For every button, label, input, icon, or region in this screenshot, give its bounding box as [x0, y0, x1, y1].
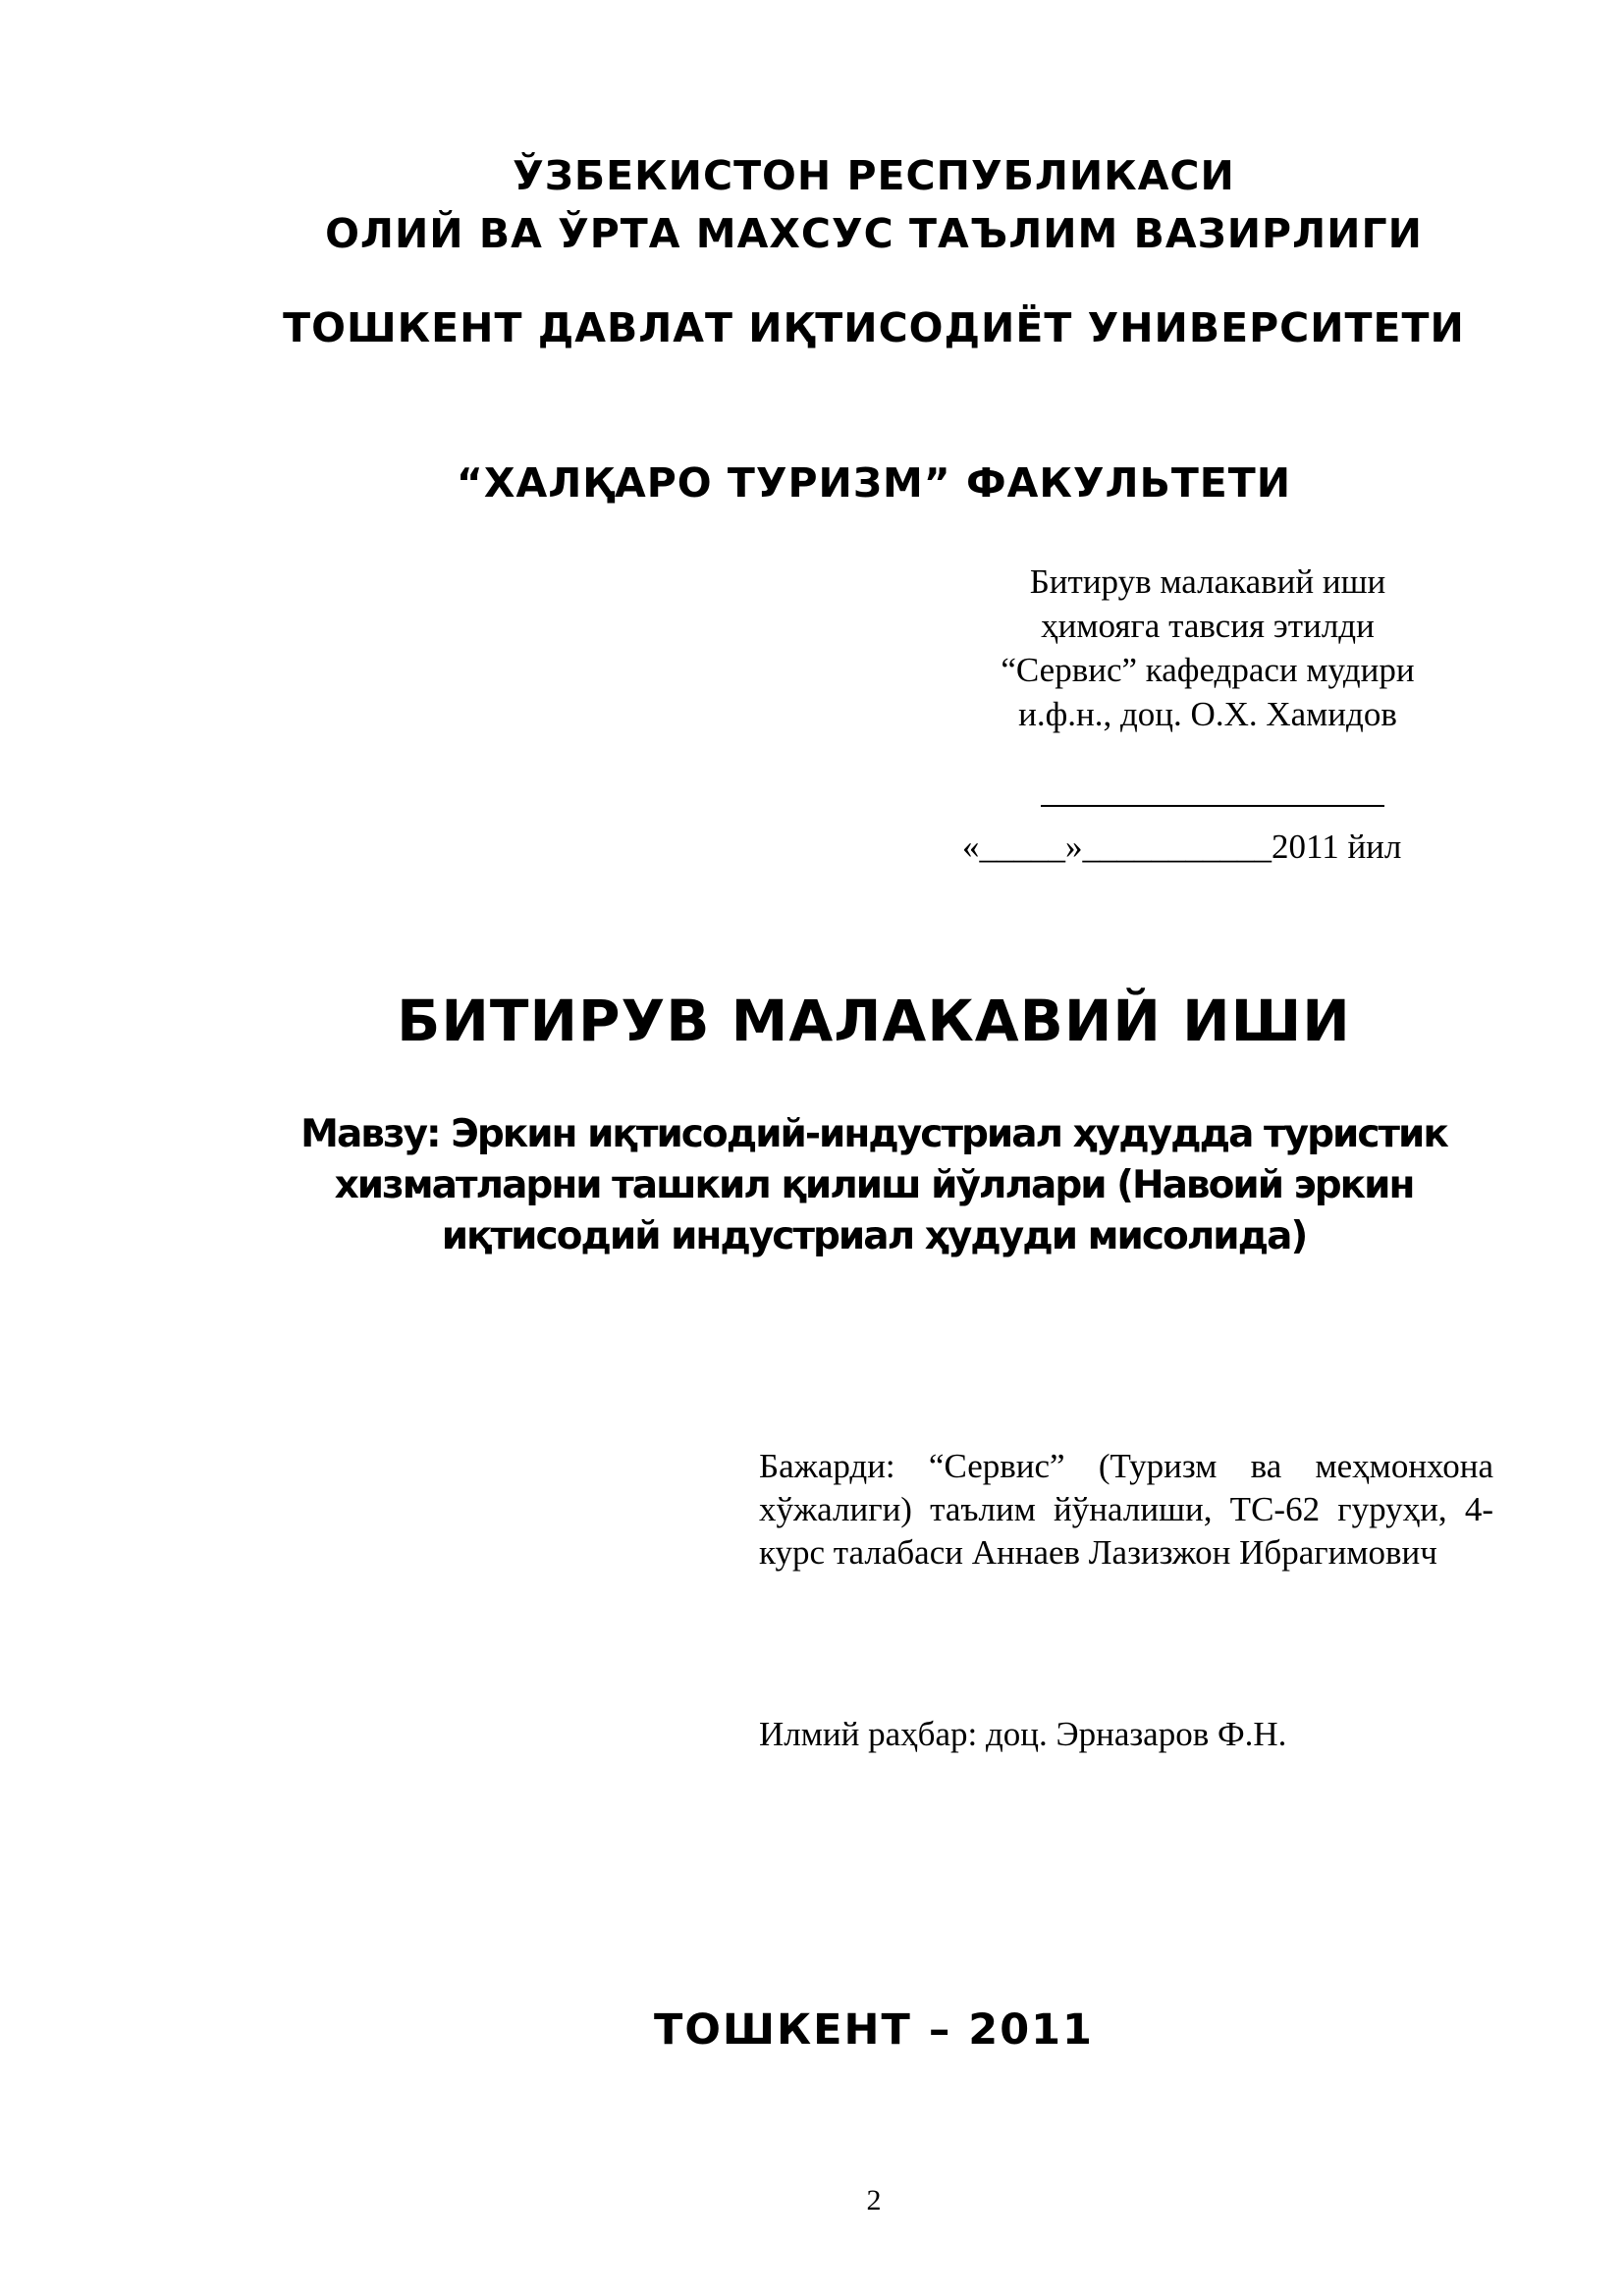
- page-number: 2: [866, 2184, 882, 2216]
- approval-block: [923, 560, 1492, 736]
- university-name: ТОШКЕНТ ДАВЛАТ ИҚТИСОДИЁТ УНИВЕРСИТЕТИ: [283, 304, 1465, 351]
- document-title: БИТИРУВ МАЛАКАВИЙ ИШИ: [397, 988, 1351, 1054]
- supervisor-info: Илмий раҳбар: доц. Эрназаров Ф.Н.: [759, 1715, 1287, 1753]
- approval-line: Битирув малакавий иши: [1029, 562, 1386, 601]
- country-name: ЎЗБЕКИСТОН РЕСПУБЛИКАСИ: [513, 152, 1235, 199]
- ministry-header: [0, 147, 1624, 263]
- thesis-topic: Мавзу: Эркин иқтисодий-индустриал ҳудудда туристик хизматларни ташкил қилиш йўллари (Навоий эркин иқтисодий индустриал ҳудуди мисолида): [300, 1112, 1447, 1258]
- performer-info: Бажарди: “Сервис” (Туризм ва меҳмонхона хўжалиги) таълим йўналиши, ТС-62 гуруҳи, 4-курс талабаси Аннаев Лазизжон Ибрагимович: [759, 1447, 1493, 1572]
- ministry-name: ОЛИЙ ВА ЎРТА МАХСУС ТАЪЛИМ ВАЗИРЛИГИ: [325, 210, 1423, 257]
- city-year: ТОШКЕНТ – 2011: [654, 2005, 1094, 2055]
- signature-line: [1041, 795, 1384, 807]
- approval-date-line: «_____»___________2011 йил: [962, 828, 1402, 866]
- faculty-name: “ХАЛҚАРО ТУРИЗМ” ФАКУЛЬТЕТИ: [456, 459, 1292, 507]
- approval-line: “Сервис” кафедраси мудири: [1001, 651, 1415, 689]
- approval-line: и.ф.н., доц. О.Х. Хамидов: [1018, 695, 1397, 733]
- approval-line: ҳимояга тавсия этилди: [1041, 607, 1375, 645]
